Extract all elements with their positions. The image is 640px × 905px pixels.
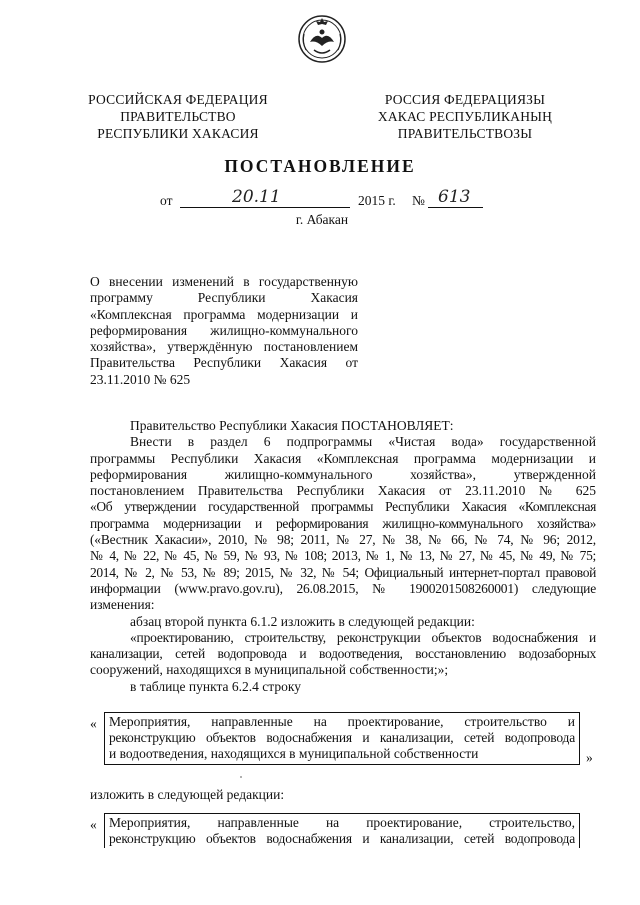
- number-sign: №: [412, 193, 425, 208]
- body-line: 2014, № 2, № 53, № 89; 2015, № 32, № 54; Официальный интернет-портал правовой: [90, 564, 596, 580]
- header-left: [78, 91, 278, 142]
- body-line: «Об утверждении государственной программы Республики Хакасия «Комплексная: [90, 499, 596, 515]
- subject-line: О внесении изменений в государственную: [90, 274, 358, 289]
- header-right: [360, 91, 570, 142]
- quote-line: «проектированию, строительству, реконструкции объектов водоснабжения и: [130, 629, 596, 645]
- quote-line: сооружений, находящихся в муниципальной собственности;»;: [90, 662, 449, 678]
- coat-of-arms-emblem: [296, 12, 348, 66]
- open-quote: «: [90, 817, 97, 832]
- body-line: информации (www.pravo.gov.ru), 26.08.2015, № 1900201508260001) следующие: [90, 580, 596, 596]
- body-line: программа модернизации и реформирования жилищно-коммунального хозяйства»: [90, 515, 596, 531]
- body-text: [90, 418, 596, 695]
- body-line: программы Республики Хакасия «Комплексная программа модернизации и: [90, 450, 596, 466]
- table-row-old-line: Мероприятия, направленные на проектирование, строительство и: [109, 714, 575, 729]
- subject-line: хозяйства», утверждённую постановлением: [90, 339, 358, 355]
- decree-line: Правительство Республики Хакасия ПОСТАНОВЛЯЕТ:: [130, 418, 454, 433]
- quote-line: канализации, сетей водопровода и водоотведения, восстановлению водозаборных: [90, 646, 596, 662]
- table-row-old-line: реконструкцию объектов водоснабжения и канализации, сетей водопровода: [109, 730, 575, 746]
- item-table-6-2-4: в таблице пункта 6.2.4 строку: [130, 678, 301, 694]
- table-row-new-line: реконструкцию объектов водоснабжения и канализации, сетей водопровода: [109, 831, 575, 847]
- close-quote: »: [586, 750, 593, 765]
- item-paragraph-6-1-2: абзац второй пункта 6.1.2 изложить в следующей редакции:: [130, 613, 475, 629]
- table-row-old: [104, 712, 580, 765]
- date-prefix: от: [160, 193, 173, 208]
- date-number-line: [160, 187, 560, 211]
- item-new-edition: изложить в следующей редакции:: [90, 787, 285, 802]
- table-row-new: [104, 813, 580, 848]
- city: г. Абакан: [295, 212, 349, 227]
- body-line: Внести в раздел 6 подпрограммы «Чистая вода» государственной: [130, 434, 596, 450]
- header-right-line: ПРАВИТЕЛЬСТВОЗЫ: [397, 126, 533, 141]
- header-left-line: РОССИЙСКАЯ ФЕДЕРАЦИЯ: [88, 92, 268, 107]
- open-quote: «: [90, 716, 97, 731]
- year-label: 2015 г.: [358, 193, 396, 208]
- header-left-line: ПРАВИТЕЛЬСТВО: [120, 109, 236, 124]
- body-line: постановлением Правительства Республики Хакасия от 23.11.2010 № 625: [90, 483, 596, 499]
- header-left-line: РЕСПУБЛИКИ ХАКАСИЯ: [97, 126, 259, 141]
- handwritten-number: 613: [438, 187, 471, 207]
- body-line: изменения:: [90, 597, 155, 613]
- body-line: № 4, № 22, № 45, № 59, № 93, № 108; 2013, № 1, № 13, № 27, № 45, № 49, № 75;: [90, 548, 596, 564]
- document-title: ПОСТАНОВЛЕНИЕ: [224, 156, 416, 176]
- subject-line: программу Республики Хакасия: [90, 290, 358, 306]
- body-line: («Вестник Хакасии», 2010, № 98; 2011, № 27, № 38, № 66, № 74, № 96; 2012,: [90, 532, 596, 548]
- subject-line: «Комплексная программа модернизации и: [90, 306, 358, 322]
- table-row-new-line: Мероприятия, направленные на проектирование, строительство,: [109, 815, 575, 830]
- subject-line: реформирования жилищно-коммунального: [90, 322, 358, 338]
- body-line: реформирования жилищно-коммунального хозяйства», утвержденной: [90, 466, 596, 482]
- table-row-old-line: и водоотведения, находящихся в муниципальной собственности: [109, 746, 479, 762]
- header-right-line: РОССИЯ ФЕДЕРАЦИЯЗЫ: [384, 92, 546, 107]
- header-right-line: ХАКАС РЕСПУБЛИКАНЫҢ: [377, 109, 553, 124]
- subject-line: 23.11.2010 № 625: [90, 371, 191, 387]
- subject-line: Правительства Республики Хакасия от: [90, 355, 358, 371]
- handwritten-date: 20.11: [232, 187, 281, 207]
- scan-speck: [240, 776, 242, 778]
- subject-block: [90, 274, 358, 388]
